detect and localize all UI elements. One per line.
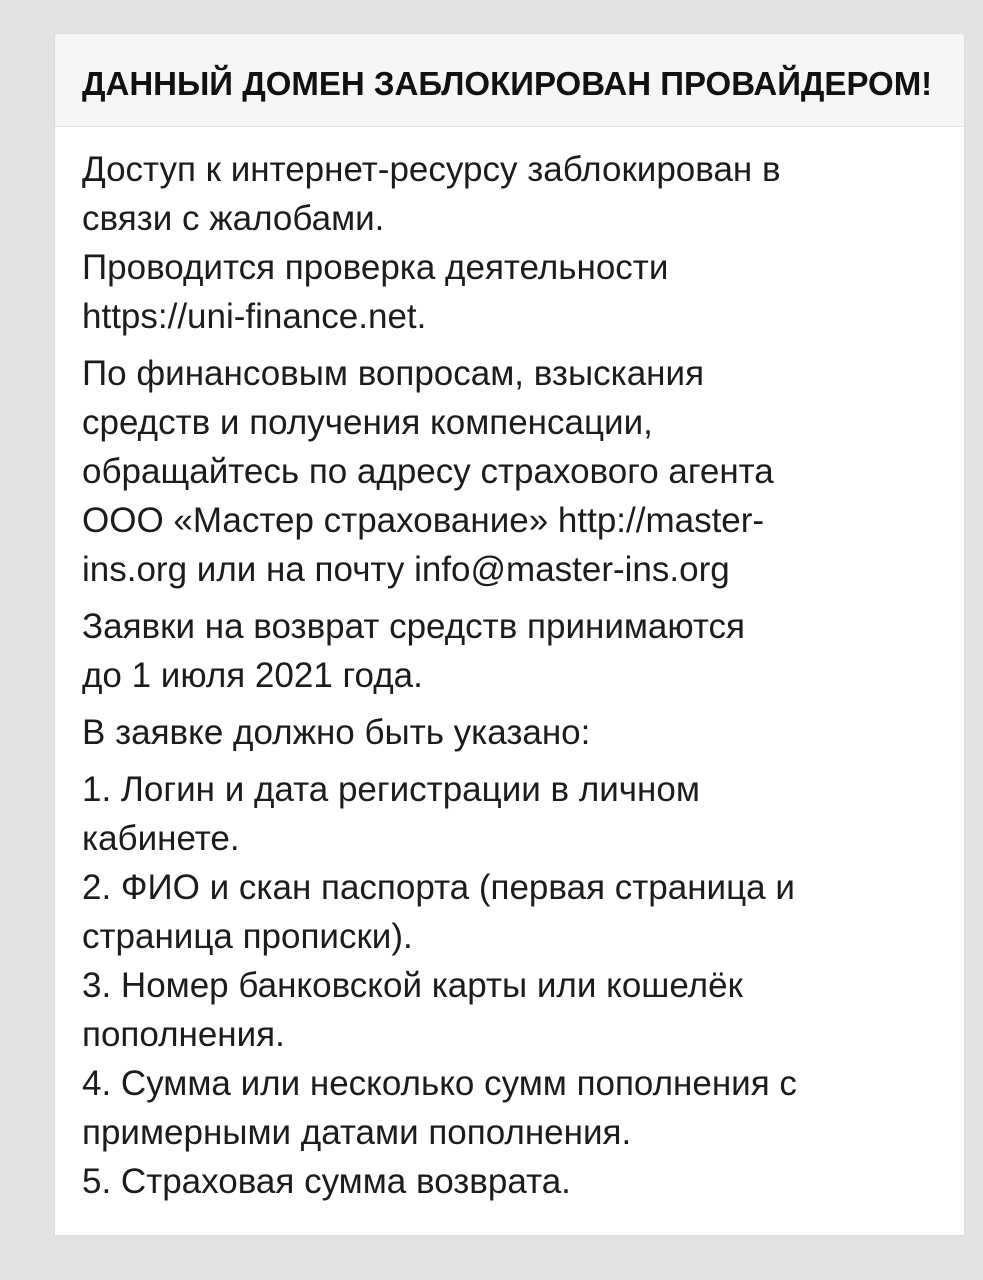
list-item [82,863,936,961]
notice-body [55,127,964,1206]
blocked-reason-paragraph [82,145,936,341]
notice-title: ДАННЫЙ ДОМЕН ЗАБЛОКИРОВАН ПРОВАЙДЕРОМ! [82,65,933,102]
text-line: По финансовым вопросам, взыскания [82,354,705,393]
text-line: пополнения. [82,1015,285,1054]
list-item [82,1157,936,1206]
text-line: 5. Страховая сумма возврата. [82,1162,571,1201]
text-line: 3. Номер банковской карты или кошелёк [82,966,743,1005]
deadline-paragraph [82,602,936,700]
text-line: 1. Логин и дата регистрации в личном [82,770,700,809]
deadline-date: до 1 июля 2021 года. [82,656,423,695]
text-line: 2. ФИО и скан паспорта (первая страница и [82,868,795,907]
text-line: кабинете. [82,819,240,858]
agent-name-line: ООО «Мастер страхование» http://master- [82,501,765,540]
blocked-site-url: https://uni-finance.net. [82,297,427,336]
blocked-notice-panel [54,33,965,1236]
list-item [82,1059,936,1157]
text-line: примерными датами пополнения. [82,1113,632,1152]
text-line: Заявки на возврат средств принимаются [82,607,745,646]
list-item [82,961,936,1059]
requirements-intro [82,708,936,757]
text-line: Доступ к интернет-ресурсу заблокирован в [82,150,781,189]
text-line: 4. Сумма или несколько сумм пополнения с [82,1064,797,1103]
contact-paragraph [82,349,936,594]
text-line: обращайтесь по адресу страхового агента [82,452,774,491]
notice-header [55,34,964,127]
text-line: средств и получения компенсации, [82,403,653,442]
text-line: Проводится проверка деятельности [82,248,669,287]
agent-contact-line: ins.org или на почту info@master-ins.org [82,550,730,589]
text-line: страница прописки). [82,917,413,956]
text-line: В заявке должно быть указано: [82,713,591,752]
text-line: связи с жалобами. [82,199,385,238]
list-item [82,765,936,863]
requirements-list [82,765,936,1206]
